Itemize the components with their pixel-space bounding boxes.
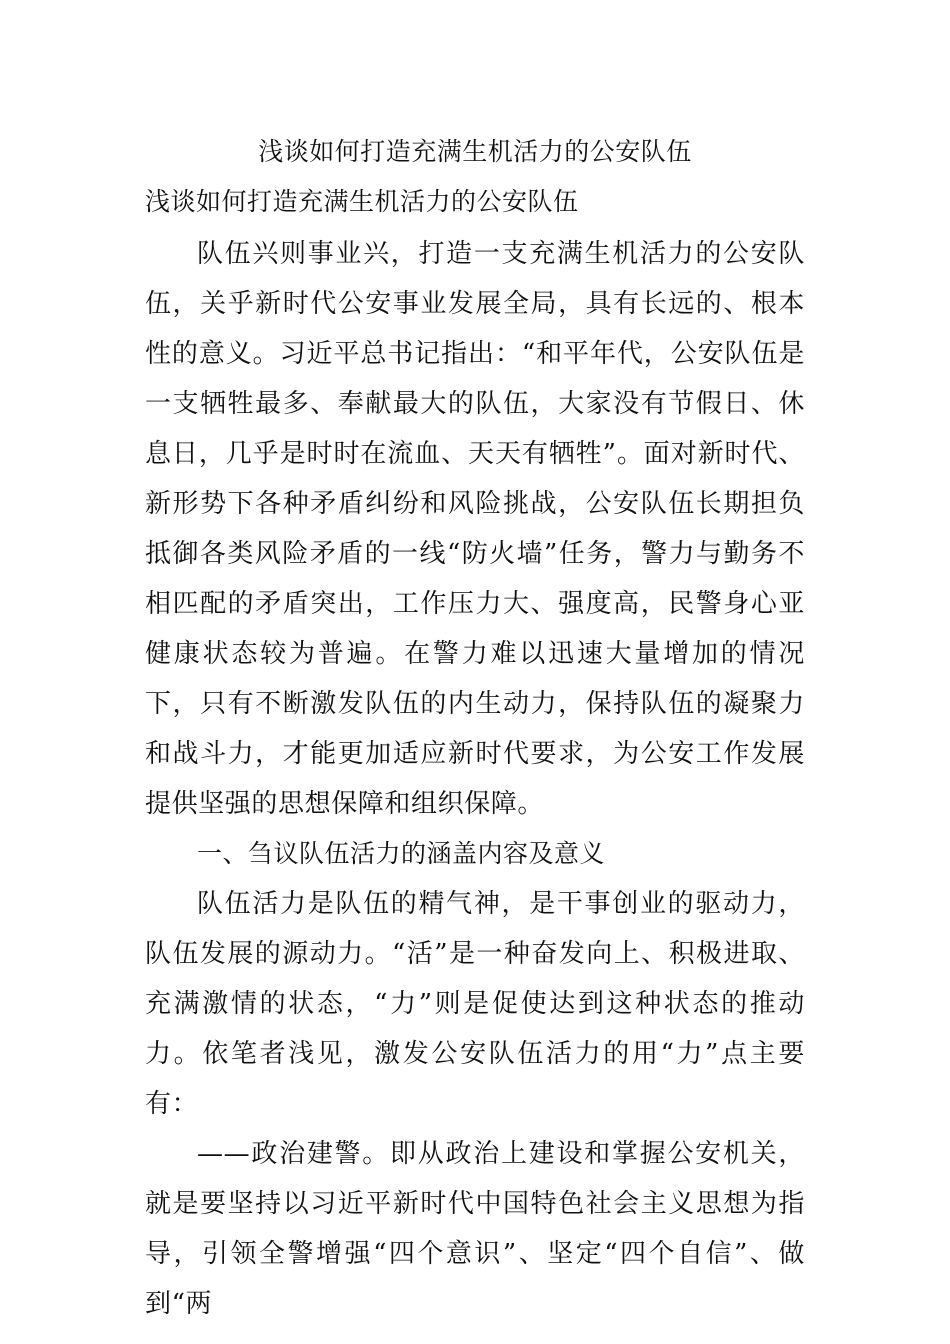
section-heading: 一、刍议队伍活力的涵盖内容及意义 [197, 839, 606, 868]
section-paragraph-2: ——政治建警。即从政治上建设和掌握公安机关，就是要坚持以习近平新时代中国特色社会主义思想为指导，引领全警增强“四个意识”、坚定“四个自信”、做到“两 [145, 1139, 805, 1319]
document-body [145, 229, 805, 1329]
document-subtitle: 浅谈如何打造充满生机活力的公安队伍 [145, 187, 579, 216]
document-title: 浅谈如何打造充满生机活力的公安队伍 [258, 137, 692, 166]
section-paragraph-1: 队伍活力是队伍的精气神，是干事创业的驱动力，队伍发展的源动力。“活”是一种奋发向上、积极进取、充满激情的状态，“力”则是促使达到这种状态的推动力。依笔者浅见，激发公安队伍活力的用“力”点主要有： [145, 889, 805, 1119]
intro-paragraph: 队伍兴则事业兴，打造一支充满生机活力的公安队伍，关乎新时代公安事业发展全局，具有长远的、根本性的意义。习近平总书记指出：“和平年代，公安队伍是一支牺牲最多、奉献最大的队伍，大家没有节假日、休息日，几乎是时时在流血、天天有牺牲”。面对新时代、新形势下各种矛盾纠纷和风险挑战，公安队伍长期担负抵御各类风险矛盾的一线“防火墙”任务，警力与勤务不相匹配的矛盾突出，工作压力大、强度高，民警身心亚健康状态较为普遍。在警力难以迅速大量增加的情况下，只有不断激发队伍的内生动力，保持队伍的凝聚力和战斗力，才能更加适应新时代要求，为公安工作发展提供坚强的思想保障和组织保障。 [145, 239, 805, 819]
